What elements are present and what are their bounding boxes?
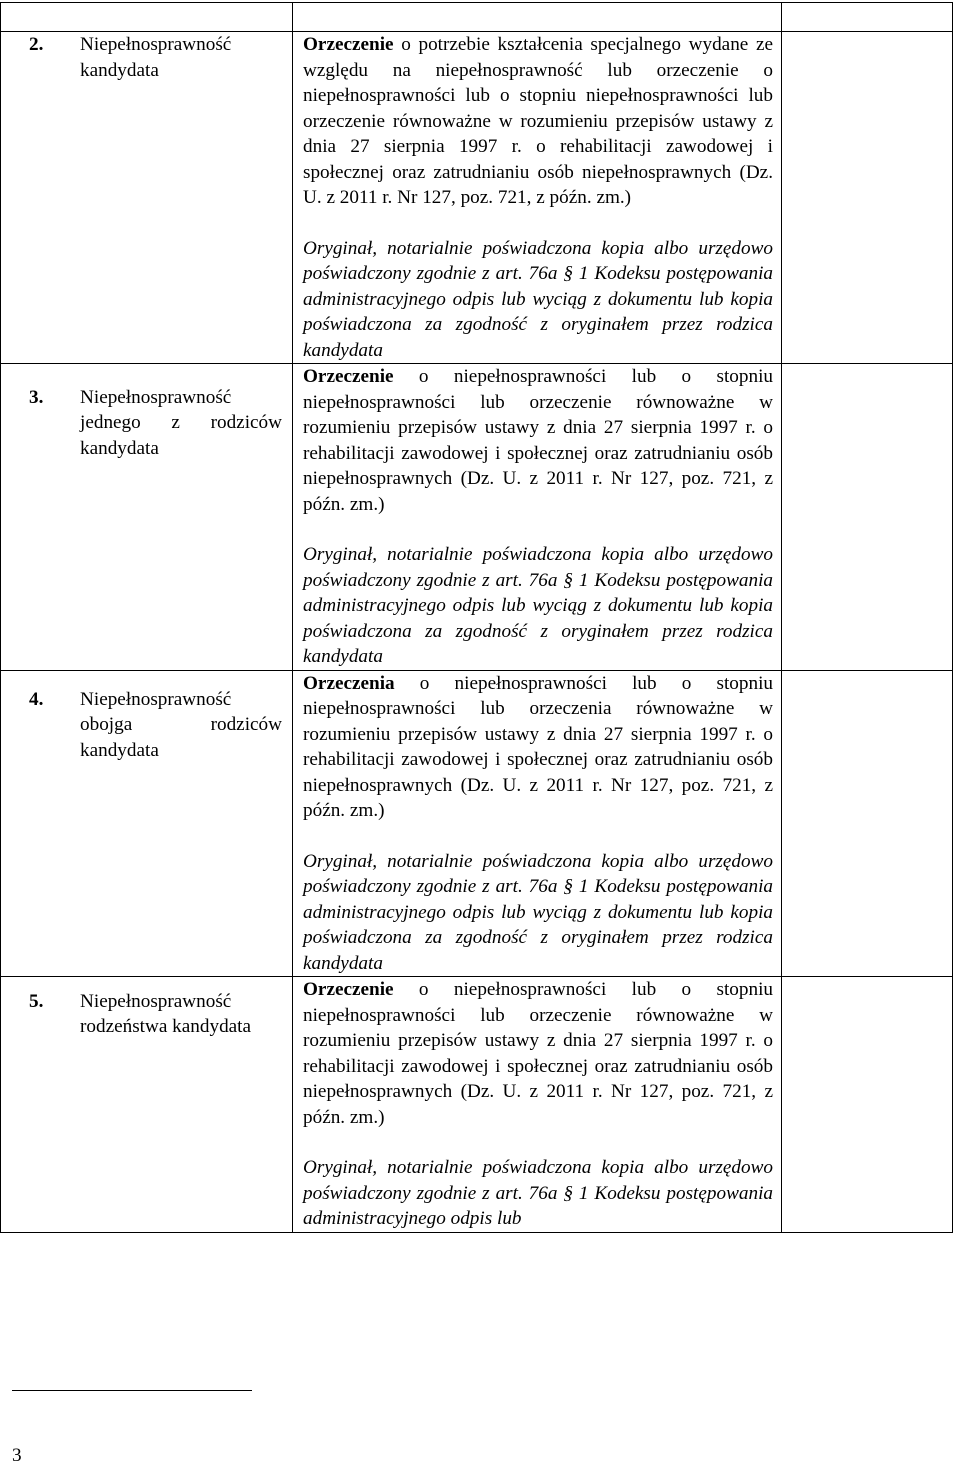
extra-cell bbox=[782, 670, 953, 977]
extra-cell bbox=[782, 977, 953, 1233]
document-form-paragraph: Oryginał, notarialnie poświadczona kopia albo urzędowo poświadczony zgodnie z art. 76a § 1 Kodeksu postępowania administracyjnego odpis lub wyciąg z dokumentu lub kopia poświadczona za zgodność z oryginałem przez rodzica kandydata bbox=[303, 850, 773, 974]
document-form-paragraph: Oryginał, notarialnie poświadczona kopia albo urzędowo poświadczony zgodnie z art. 76a § 1 Kodeksu postępowania administracyjnego odpis lub bbox=[303, 1157, 773, 1229]
requirement-paragraph bbox=[303, 671, 773, 824]
document-form-paragraph: Oryginał, notarialnie poświadczona kopia albo urzędowo poświadczony zgodnie z art. 76a § 1 Kodeksu postępowania administracyjnego odpis lub wyciąg z dokumentu lub kopia poświadczona za zgodność z oryginałem przez rodzica kandydata bbox=[303, 544, 773, 667]
criterion-number: 5. bbox=[29, 990, 44, 1012]
criterion-label: Niepełnosprawność kandydata bbox=[80, 34, 232, 81]
header-cell-document bbox=[293, 3, 782, 32]
criteria-row bbox=[1, 32, 953, 364]
criteria-table-body bbox=[1, 3, 953, 1233]
criterion-number: 2. bbox=[29, 34, 44, 55]
criteria-row bbox=[1, 977, 953, 1233]
requirement-paragraph bbox=[303, 977, 773, 1130]
requirement-paragraph bbox=[303, 364, 773, 517]
page-number: 3 bbox=[12, 1445, 22, 1466]
table-header-row bbox=[1, 3, 953, 32]
criterion-label: Niepełnosprawność jednego z rodziców kandydata bbox=[80, 386, 282, 459]
criterion-heading bbox=[1, 989, 292, 1040]
required-document-cell bbox=[293, 977, 782, 1233]
requirement-text: o potrzebie kształcenia specjalnego wydane ze względu na niepełnosprawność lub orzeczenie o niepełnosprawności lub o stopniu niepełnosprawności lub orzeczenie równoważne w rozumieniu przepisów ustawy z dnia 27 sierpnia 1997 r. o rehabilitacji zawodowej i społecznej oraz zatrudnianiu osób niepełnosprawnych (Dz. U. z 2011 r. Nr 127, poz. 721, z późn. zm.) bbox=[303, 34, 774, 208]
criterion-label: Niepełnosprawność obojga rodziców kandydata bbox=[80, 688, 282, 761]
criterion-number: 4. bbox=[29, 688, 44, 710]
criterion-heading bbox=[1, 687, 292, 764]
footnote-separator bbox=[12, 1390, 252, 1391]
requirement-lead: Orzeczenia bbox=[303, 672, 395, 694]
required-document-cell bbox=[293, 32, 782, 364]
criterion-heading bbox=[1, 32, 292, 83]
criterion-cell bbox=[1, 977, 293, 1233]
criterion-heading bbox=[1, 385, 292, 462]
requirement-lead: Orzeczenie bbox=[303, 979, 394, 1000]
requirement-text: o niepełnosprawności lub o stopniu niepełnosprawności lub orzeczenie równoważne w rozumieniu przepisów ustawy z dnia 27 sierpnia 1997 r. o rehabilitacji zawodowej i społecznej oraz zatrudnianiu osób niepełnosprawnych (Dz. U. z 2011 r. Nr 127, poz. 721, z późn. zm.) bbox=[303, 366, 774, 515]
requirement-lead: Orzeczenie bbox=[303, 34, 394, 55]
criterion-cell bbox=[1, 32, 293, 364]
requirement-paragraph bbox=[303, 32, 773, 211]
required-document-cell bbox=[293, 364, 782, 671]
document-form-paragraph: Oryginał, notarialnie poświadczona kopia albo urzędowo poświadczony zgodnie z art. 76a § 1 Kodeksu postępowania administracyjnego odpis lub wyciąg z dokumentu lub kopia poświadczona za zgodność z oryginałem przez rodzica kandydata bbox=[303, 237, 773, 361]
requirement-lead: Orzeczenie bbox=[303, 366, 394, 387]
extra-cell bbox=[782, 32, 953, 364]
criteria-row bbox=[1, 670, 953, 977]
header-cell-criterion bbox=[1, 3, 293, 32]
criterion-cell bbox=[1, 670, 293, 977]
requirement-text: o niepełnosprawności lub o stopniu niepełnosprawności lub orzeczenie równoważne w rozumieniu przepisów ustawy z dnia 27 sierpnia 1997 r. o rehabilitacji zawodowej i społecznej oraz zatrudnianiu osób niepełnosprawnych (Dz. U. z 2011 r. Nr 127, poz. 721, z późn. zm.) bbox=[303, 979, 774, 1128]
criteria-table bbox=[0, 2, 953, 1233]
header-cell-extra bbox=[782, 3, 953, 32]
requirement-text: o niepełnosprawności lub o stopniu niepełnosprawności lub orzeczenia równoważne w rozumieniu przepisów ustawy z dnia 27 sierpnia 1997 r. o rehabilitacji zawodowej i społecznej oraz zatrudnianiu osób niepełnosprawnych (Dz. U. z 2011 r. Nr 127, poz. 721, z późn. zm.) bbox=[303, 672, 773, 821]
extra-cell bbox=[782, 364, 953, 671]
required-document-cell bbox=[293, 670, 782, 977]
criterion-cell bbox=[1, 364, 293, 671]
criteria-row bbox=[1, 364, 953, 671]
criterion-label: Niepełnosprawność rodzeństwa kandydata bbox=[80, 990, 252, 1037]
criterion-number: 3. bbox=[29, 386, 44, 408]
